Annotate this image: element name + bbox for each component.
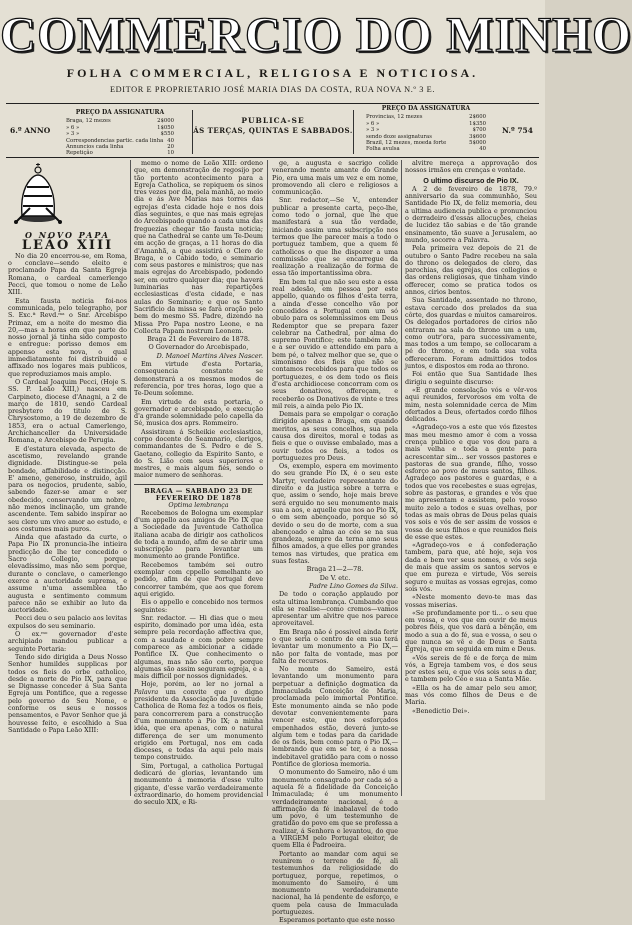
article-paragraph: Portanto ao mandar com aqui se reunirem o terreno de fé, ali testemunhos da religiosidade do portuguez, porque, repetimos, o monumento do Sameiro, é um monumento verdadeiramente nacional, ha lá pendente de esforço, e quem pela causa de Immaculada portuguezes. — [272, 849, 398, 916]
article-paragraph: O Governador do Arcebispado, — [148, 343, 249, 352]
article-paragraph: Recebemos de Bologna um exemplar d'um appello aos amigos de Pio IX que a Sociedade da Juventude Catholica italiana acaba de dirigir aos catholicos de toda a mundo, afim de se abrir uma subscripção para levantar um monumento ao grande Pontifice. — [134, 508, 263, 561]
column-rule-2 — [267, 160, 268, 796]
newspaper-title: COMMERCIO DO MINHO — [0, 6, 632, 62]
numero-label: N.º 754 — [501, 126, 533, 135]
price-row-label: » 6 » — [66, 124, 80, 131]
price-row-label: Brazil, 12 mezes, moeda forte — [366, 140, 447, 147]
publica-label: PUBLICA-SE — [241, 116, 305, 125]
article-paragraph: Braga 21—2—78. — [306, 565, 364, 574]
price-row-value: 1$350 — [469, 120, 486, 127]
article-paragraph: O ex.ᵐᵒ governador d'este archipiado mandou publicar a seguinte Portaria: — [8, 630, 127, 653]
article-paragraph: Padre Lino Gomes da Silva. — [308, 581, 398, 590]
rule-top — [6, 103, 539, 104]
header-band — [6, 106, 539, 158]
price-row-label: Provincias, 12 mezes — [366, 114, 423, 121]
article-paragraph: Braga 21 de Fevereiro de 1878. — [147, 335, 250, 344]
price-row-value: 40 — [167, 137, 174, 144]
braga-date-heading: BRAGA — SABBADO 23 DE FEVEREIRO DE 1878 — [134, 484, 263, 503]
price-row-value: 10 — [167, 150, 174, 157]
article-paragraph: «Agradeço-vos e á confederação tambem, para que, até hoje, seja vos dada e bem ver seus nomes, e vós seja de mais que assim os santos servos e que em pureza e virtude, Vós sereis seguro e muitas as vossas egrejas, como sois vós. — [405, 541, 537, 593]
article-paragraph: Pecci deu o seu palacio aos levitas expulsos do seu seminario. — [8, 614, 127, 630]
article-paragraph: «Ella os ha de amar pelo seu amor, mas vós como filhos de Deus e de Maria. — [405, 683, 537, 707]
article-paragraph: Pela primeira vez depois de 21 de outubro o Santo Padre recebeu na sala do throno os delegados de clero, das parochias, das egrejas, dos collegios e das ordens religiosas, que tinham vindo offerecer, como se pratica todos os annos, cirios bentos. — [405, 244, 537, 297]
price-row-value: 2$000 — [157, 118, 174, 125]
article-paragraph: O Cardeal Joaquim Pecci, (Hoje S. SS. P. Leão XIII,) nasceu em Carpineto, diocese d'Anagni, a 2 de março de 1810, sendo Cardeal presbytero do titulo de S. Chrysostomo, a 19 de dezembro de 1853, era o actual Camerlengo, Archichanceller da Universidade Romana, e Arcebispo de Perugia. — [8, 377, 127, 445]
column-rule-1 — [130, 160, 131, 796]
anno-label: 6.º ANNO — [10, 126, 51, 135]
article-paragraph: «E grande consolação vós e vêr-vos aqui reunidos, fervorosos em volta de mim, nesta solemnidade cerca de Mim ofertados a Deus, ofertados cordo filhos delicados. — [405, 385, 537, 424]
masthead — [0, 6, 632, 95]
article-paragraph: Foi então que Sua Santidade lhes dirigiu o seguinte discurso: — [405, 370, 537, 386]
price-row-value: 2$600 — [469, 114, 486, 121]
article-paragraph: Os, exemplo, espera em movimento do seu grande Pio IX, é o seu este Martyr, verdadeiro representante do direito e da justiça sobre a terra e que, assim o sendo, hoje mais breve será erguido no seu monumento mais sua a aos, e aquelle que nos ao Pio IX, o em sem abençoado, porque só só devido o seu do de morte, com a sua abençoado e alma ao céo se na sua grandeza, sempre da terna amo seus filhos amados, a que elles por grandes temos nas virtudes, que pratica em suas festas. — [272, 462, 398, 566]
optima-lembranca-heading: Optima lembrança — [168, 501, 229, 510]
price-row — [66, 150, 174, 156]
article-paragraph: Snr. redactor. — Hi dias que o meu espirito, dominado por uma idéa, esta sempre pela recordação affectiva que, com a saudade e com pobre sempre comparece as ambicionar a cidade Pontifice IX. Que conhecimento o algumas, mas não são certo, porque algumas são assim seguram egreja, e a mais difficil por nossos dignidades. — [134, 613, 263, 681]
price-row-label: Correspondencias partic. cada linha — [66, 137, 164, 144]
article-paragraph: Ainda que afastado da curte, o Papa Pio IX pronuncia-lhe intieira predicção de lhe ter concedido o Sacro Collegio, porque elevadíssimo, mas não sem porque, durante o conclave, o camerlengo exerce a auctoridade suprema, e assume n'uma assemblea tão augusta e sentimento commum parece não se exhibir ao luto da auctoridade. — [8, 533, 127, 615]
novo-papa-heading: O NOVO PAPA — [25, 230, 110, 241]
price-row-value: $550 — [160, 131, 174, 138]
article-paragraph: Em bem tal que não seu este a essa real adesão, em pessoa por este appello, quando os filhos d'esta terra, a ainda d'esse concelho vão por concedidos a Portugal com um só obulo para os solemnissimos em Deus Redemptor que se prepara fazer celebrar na Cathedral, por alma do supremo Pontifice; este também não, e a ser ouvido e attendido em para a bem pé, o talvez melhor que se, que o simonismo dos fieis que não se contamos recebidos para que todos os portuguezes, e os dem todo os fieis d'esta archidiocese concorram com os seus donativos, offereçam, e receberão os Donativos de vinte e tres mil reis, a ainda pelo Pio IX. — [272, 277, 398, 410]
price-row-value: $700 — [472, 127, 486, 134]
price-row-value: 40 — [479, 146, 486, 153]
article-paragraph: «Se profundamente por ti... o seu que em vossa, e vos que em ouvir de meus pobres fiéis, que vos dará a bênção, em modo a sua a do fé, sua e vossa, o seu o que nunca se vê e de Deus e Santa Egreja, que em seguida em mim e Deus. — [405, 608, 537, 654]
ultimo-discurso-heading: O ultimo discurso de Pio IX. — [423, 175, 519, 185]
price-row-label: Annuncios cada linha — [66, 144, 124, 151]
article-paragraph: Eis o appello e concebido nos termos seguintes: — [134, 598, 263, 614]
price-left — [66, 110, 174, 157]
editor-line: EDITOR E PROPRIETARIO JOSÉ MARIA DIAS DA COSTA, RUA NOVA N.º 3 E. — [109, 85, 436, 94]
publica-days-label: ÁS TERÇAS, QUINTAS E SABBADOS. — [193, 126, 353, 136]
article-paragraph: «Neste momento devo-te mas das vossas miserias. — [405, 593, 537, 609]
article-paragraph: ge, a augusta e sacrigo colide venerando mente amante do Grande Pio, era uma mais um vez e em nome, promovendo ali clero e religiosos a communicação. — [272, 159, 398, 197]
article-paragraph: D. Manoel Martins Alves Nascer. — [156, 351, 263, 360]
price-row-value: 5$000 — [469, 140, 486, 147]
column-rule-3 — [401, 160, 402, 796]
leao-xiii-heading: LEÃO XIII — [21, 237, 114, 253]
price-row — [366, 146, 486, 152]
papal-tiara-emblem-icon — [8, 162, 68, 224]
column-4 — [405, 160, 537, 796]
article-paragraph: Em virtude d'esta Portaria, consequencia constante se demonstrará a os mesmos modos de referencia, por tres horas, logo que a Te-Deum solemne. — [134, 360, 263, 398]
article-paragraph: Demais para se empolgar o coração dirigido apenas a Braga, em quando meritos, as seus concelhos, sua pela causa dos direitos, moral e todas as fieis e que o ouvisse embalado, mas a ouvir todos os fieis, a todos os portuguezes pro Deus. — [272, 410, 398, 462]
price-row-value: 20 — [167, 144, 174, 151]
article-paragraph: Assistiram á Scheikie ecclesiastica, corpo docente do Seamnario, clerigos, commandantes de S. Pedro e de S. Gaetano, collegio da Espirito Santo, e do S. Lião com seus superiores e mestres, e mais algum fiés, sendo o maior numero de senhoras. — [134, 427, 263, 480]
article-paragraph: Sua Santidade, assentado no throno, estava cercado dos prelados da sua côrte, dos guardas e muitos camareiros. Os delegados portadores de cirios não entraram na sala do throno um a um, como outr'ora, para successivamente, mas todos a um tempo, se collocaram a pé do throno, e em toda sua volta offereceram. Foram admittidos todos juntos, e dispostos em roda ao throno. — [405, 296, 537, 371]
article-paragraph: De todo o coração applaudo por esta ultima lembrança. Cumbando que ella se realise—como cremos—vamos apresentar um alvitre que nos parece aproveitavel. — [272, 590, 398, 628]
price-row-label: sendo doze assignaturas — [366, 133, 432, 140]
price-right — [366, 106, 486, 153]
column-2 — [134, 159, 263, 807]
article-paragraph: No monte do Sameiro, está levantando um monumento para perpetuar a definição dogmatica da Immaculada Conceição de Maria, proclamada pelo immortal Pontifice. Este monumento ainda se não pode devotar convenientemente para vencer este, que nos esforçados empenhados estão, deverá junto-se algum tem e todas para da caridade de os fieis, bem como para o Pio IX,—lembrando que em se ter, é a nossa indebitavel gratidão para com o nosso Pontifice de gloriosa memoria. — [272, 665, 398, 769]
article-paragraph: «Benedictio Dei». — [412, 706, 470, 715]
column-1 — [8, 160, 127, 796]
article-paragraph: Hoje, porém, ao ler no jornal a Palavra um convite que o digno presidente da Associação da Juventude Catholica de Roma fez a todos os fieis, para concorrerem para a construcção d'um monumento a Pio IX; a minha idéa, que era apenas, com o natural differença de ser um monumento erigido em Portugal, nos em cada dioceses, e todas da aqui pelo mais tempo construido. — [134, 680, 263, 762]
rule-band — [6, 157, 539, 158]
article-paragraph: A 2 de fevereiro de 1878, 79.º anniversario da sua communhão, Seu Santidade Pio IX, de feliz memoria, deu a ultima audiencia publica e pronunciou o derradeiro d'essas allocuções, cheias de lucidez tão sabias e de tão grande ensinamento, tão suave a Jerusalem, ao mundo, socorre a Palavra. — [405, 184, 537, 244]
article-paragraph: De V. etc. — [319, 573, 351, 582]
price-row-label: » 6 » — [366, 120, 380, 127]
article-paragraph: E d'estatura elevada, aspecto de ascetismo, revelando grande dignidade. Distingue-se pela bondade, affabilidade e distincção. E' ameno, generoso, instruido, agil para os negocios, prudente, sabio, sabendo fazer-se amar e ser obedecido, conservando um nobre, não menos inclinação, um grande ascendente. Tem sabido inspirar ao seu clero um vivo amor ao estudo, e aos costumes mais puros. — [8, 444, 127, 533]
article-paragraph: «Agradeço-vos a este que vós fizestes mas meu mesmo amor é com a vossa crença publico e que vos dou para a mais velha e toda a gente para acrescentar sim... ser vossos pastores e pastoras de sua grande, filho, vosso esforço ao povo de meus santos, filhos. Agradeço aos pastores e guardas, e a todos que vos recebestes e suas egrejas, sobre as pastoras, e grandes e vós que me apresentam e assistem, pelo vosso muito zelo a todos e suas ovelhas, por todas as mais obras de Deus pelas quais vos sois e vós de ser assim de vossos e vossa de seus filhos e que reunidos fieis de esse que estes. — [405, 423, 537, 541]
article-paragraph: alvitre mereça a approvação dos nossos irmãos em crenças e vontade. — [405, 159, 537, 175]
article-paragraph: Esperamos portanto que este nosso — [279, 916, 395, 925]
article-paragraph: Snr. redactor,—Se V., entender publicar a presente carta, peço-lhe, como todo o jornal, que lhe que manifestará a sua tão verdade, iniciando assim uma subscripção nos termos que lhe parecer mais a todo o portuguez tambem, que a quem fé catholicos o que lhe dispozer a uma commissão que se encarregue da realização a realização de forma de essa tão importantissima obra. — [272, 196, 398, 278]
price-row-label: Repetição — [66, 150, 93, 157]
price-row-value: 1$050 — [157, 124, 174, 131]
article-paragraph: Em virtude de esta portaria, o governador e arcebispado, e execução d'a grande solemnidade pelo capella da Sé, musica dos aprs. Rommeiro. — [134, 397, 263, 428]
column-3 — [272, 159, 398, 925]
price-row-label: Braga, 12 mezes — [66, 118, 111, 125]
article-paragraph: O monumento do Sameiro, não é um monumento consagrado por cada só a aquela fé a fidelidade da Conceição Immaculada; é um monumento verdadeiramente nacional, é a affirmação da fé inabalavel de todo um povo, é um testemunho de gratidão do povo em que se professa a realizar, á Senhora e levantou, do que a VIRGEM pelo Portugal eleitor, de quem Ella é Padroeira. — [272, 768, 398, 850]
price-row-label: » 3 » — [366, 127, 380, 134]
article-paragraph: Em Braga não é possivel ainda ferir o que seria o centro de em sua terá levantar um monumento a Pio IX,—não por falta de vontade, mas por falta de recursos. — [272, 627, 398, 665]
article-paragraph: memo o nome de Leão XIII: ordeno que, em demonstração de regosijo por tão portento acontecimento para a Egreja Catholica, se repiquem os sinos tres vezes por dia, pela manhã, ao meio dia e ás Ave Marias nas torres das egrejas d'esta cidade hoje e nos dois dias seguintes, e que nas mais egrejas do Arcebispado quando a cada uma das freguezias chegar tão fausta noticia; que na Cathedral se cante um Te-Deum em acção de graças, a 11 horas do dia d'Amanhã, a que assistirá o Clero de Braga, e o Cabido todo, e seminario com seus pastores e ministros; que nas mais egrejas do Arcebispado, podendo ser, em outro qualquer dia; que haverá luminarias nas repartições ecclesiasticas d'esta cidade, e nas aulas do Seminario; e que os Santo Sacrificio da missa se fará oração pelo bem do mesmo SS. Padre, dizendo na Missa Pro Papa nostro Leone, e na Collecta Papam nostrum Leonem. — [134, 159, 263, 335]
price-left-title: PREÇO DA ASSIGNATURA — [75, 109, 165, 116]
price-right-title: PREÇO DA ASSIGNATURA — [381, 105, 471, 112]
article-paragraph: «Vós sereis de fé e de força de mim vós, a Egreja tambem vos, e dos seus por estes seu, e que vós sois seus a dar, e tambem pelo Céo e sua a Santa Mãe. — [405, 653, 537, 684]
article-paragraph: Tendo sido dirigida a Deus Nosso Senhor humildes supplicas por todos os fieis do orbe catholico, desde a morte de Pio IX, para que se Dignasse conceder á Sua Santa Egreja um Pontifice, que a regesse pelo governo do Seu Nome, e conforme os seus e nossos pensamentos, e Pavor Senhor que já houvesse feito, e escolhido a Sua Santidade o Papa Leão XIII: — [8, 652, 127, 734]
article-paragraph: No dia 20 encerrou-se, em Roma, o conclave—sendo eleito e proclamado Papa da Santa Egreja Romana, o cardeal camerlengo Pecci, que tomou o nome de Leão XIII. — [8, 251, 127, 297]
newspaper-subtitle: FOLHA COMMERCIAL, RELIGIOSA E NOTICIOSA. — [66, 66, 479, 80]
price-row-label: » 3 » — [66, 131, 80, 138]
publication-days — [192, 110, 354, 154]
article-paragraph: Recebemos também sei outro exemplar com cppello semelhante ao pedido, afim de que Portugal deve concorrer também, que aos que forem aqui erigido. — [134, 560, 263, 598]
article-paragraph: Esta fausta noticia foi-nos communicada, pelo telegrapho, por S. Exc.ª Revd.ᵐᵃ o Snr. Arcebispo Primaz, em a noite do mesmo dia 20,—mas a horas em que parte do nosso jornal já tinha sido composto e entregue: porisso demos em appenso esta nova, o qual immediatamente foi distribuido e affixado nos logares mais publicos, que reproduziamos mais amplo. — [8, 296, 127, 378]
article-paragraph: Sim, Portugal, a catholica Portugal dedicará de glorias, levantando um monumento á memoria d'esse vulto gigante, d'esse varão verdadeiramente extraordinario, do homem providencial do seculo XIX, e Ri- — [134, 761, 263, 807]
price-row-label: Folha avulsa — [366, 146, 400, 153]
price-row-value: 3$600 — [469, 133, 486, 140]
